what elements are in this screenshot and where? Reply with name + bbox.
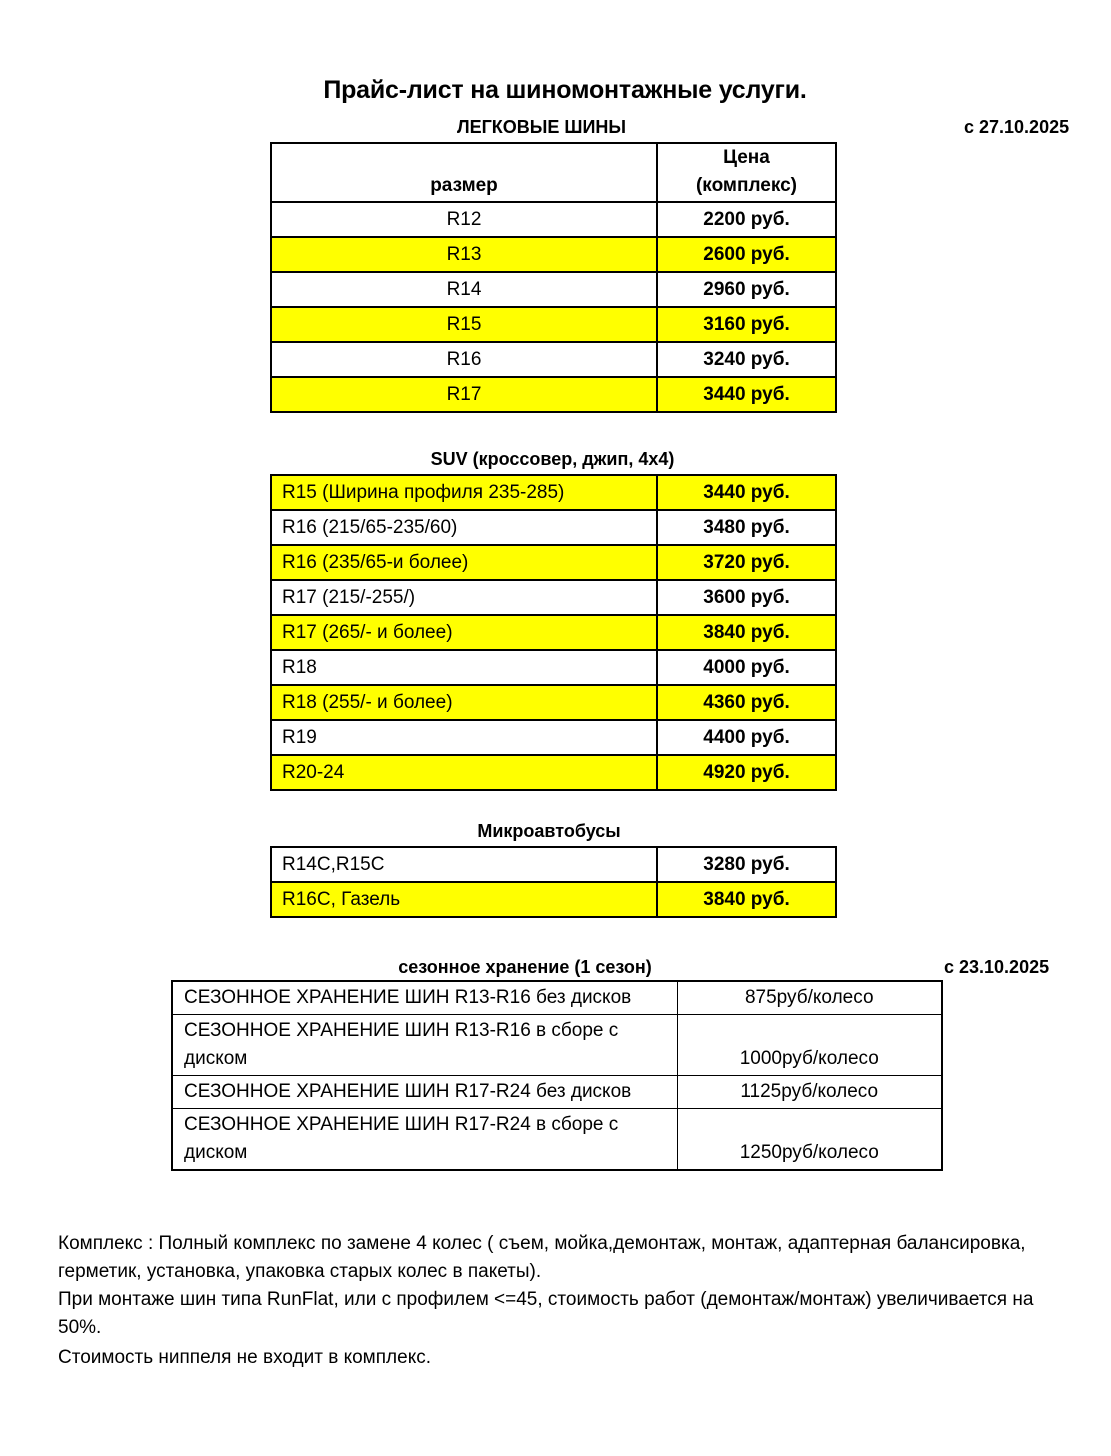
size-cell: R16C, Газель bbox=[271, 882, 657, 917]
table-row bbox=[172, 1015, 942, 1076]
suv-price-table bbox=[270, 474, 837, 791]
size-cell: R16 (215/65-235/60) bbox=[271, 510, 657, 545]
table-row bbox=[271, 342, 836, 377]
price-cell: 3480 руб. bbox=[657, 510, 836, 545]
table-row bbox=[271, 685, 836, 720]
table-row bbox=[172, 981, 942, 1015]
size-cell: R17 bbox=[271, 377, 657, 412]
table-row bbox=[271, 755, 836, 790]
size-cell: R13 bbox=[271, 237, 657, 272]
size-cell: R18 bbox=[271, 650, 657, 685]
size-cell: R18 (255/- и более) bbox=[271, 685, 657, 720]
storage-section-title: сезонное хранение (1 сезон) bbox=[398, 957, 652, 977]
note-complex: Комплекс : Полный комплекс по замене 4 колес ( съем, мойка,демонтаж, монтаж, адаптерная балансировка, герметик, установка, упаковка старых колес в пакеты). bbox=[58, 1233, 1026, 1282]
price-header-line1: Цена bbox=[723, 147, 770, 168]
note-valve: Стоимость ниппеля не входит в комплекс. bbox=[58, 1347, 431, 1368]
price-cell: 4000 руб. bbox=[657, 650, 836, 685]
size-cell: R14 bbox=[271, 272, 657, 307]
price-cell: 1125руб/колесо bbox=[677, 1076, 942, 1109]
table-row bbox=[271, 202, 836, 237]
notes bbox=[58, 1230, 1058, 1372]
size-cell: R16 (235/65-и более) bbox=[271, 545, 657, 580]
passenger-price-table bbox=[270, 142, 837, 413]
service-cell: СЕЗОННОЕ ХРАНЕНИЕ ШИН R17-R24 в сборе с диском bbox=[172, 1109, 677, 1171]
table-row bbox=[271, 237, 836, 272]
price-cell: 4400 руб. bbox=[657, 720, 836, 755]
price-cell: 4920 руб. bbox=[657, 755, 836, 790]
table-header-row bbox=[271, 143, 836, 202]
table-row bbox=[172, 1109, 942, 1171]
price-cell: 1250руб/колесо bbox=[677, 1109, 942, 1171]
price-header-line2: (комплекс) bbox=[695, 175, 797, 196]
size-cell: R17 (215/-255/) bbox=[271, 580, 657, 615]
table-row bbox=[271, 377, 836, 412]
minibus-price-table bbox=[270, 846, 837, 918]
price-cell: 3840 руб. bbox=[657, 615, 836, 650]
price-cell: 4360 руб. bbox=[657, 685, 836, 720]
size-cell: R15 (Ширина профиля 235-285) bbox=[271, 475, 657, 510]
price-column-header bbox=[657, 143, 836, 202]
service-cell: СЕЗОННОЕ ХРАНЕНИЕ ШИН R13-R16 в сборе с диском bbox=[172, 1015, 677, 1076]
size-cell: R12 bbox=[271, 202, 657, 237]
table-row bbox=[271, 545, 836, 580]
passenger-section-title: ЛЕГКОВЫЕ ШИНЫ bbox=[456, 117, 627, 137]
service-cell: СЕЗОННОЕ ХРАНЕНИЕ ШИН R13-R16 без дисков bbox=[172, 981, 677, 1015]
price-cell: 3280 руб. bbox=[657, 847, 836, 882]
service-cell: СЕЗОННОЕ ХРАНЕНИЕ ШИН R17-R24 без дисков bbox=[172, 1076, 677, 1109]
price-cell: 1000руб/колесо bbox=[677, 1015, 942, 1076]
price-cell: 3160 руб. bbox=[657, 307, 836, 342]
table-row bbox=[271, 615, 836, 650]
price-cell: 3240 руб. bbox=[657, 342, 836, 377]
size-cell: R20-24 bbox=[271, 755, 657, 790]
table-row bbox=[271, 307, 836, 342]
size-cell: R17 (265/- и более) bbox=[271, 615, 657, 650]
size-cell: R15 bbox=[271, 307, 657, 342]
table-row bbox=[271, 580, 836, 615]
storage-price-table bbox=[171, 980, 943, 1171]
price-cell: 875руб/колесо bbox=[677, 981, 942, 1015]
size-cell: R16 bbox=[271, 342, 657, 377]
price-cell: 2960 руб. bbox=[657, 272, 836, 307]
price-cell: 2200 руб. bbox=[657, 202, 836, 237]
size-cell: R14C,R15C bbox=[271, 847, 657, 882]
suv-section-title: SUV (кроссовер, джип, 4x4) bbox=[430, 449, 675, 469]
storage-effective-date: с 23.10.2025 bbox=[944, 957, 1050, 977]
table-row bbox=[172, 1076, 942, 1109]
price-cell: 3440 руб. bbox=[657, 475, 836, 510]
price-cell: 2600 руб. bbox=[657, 237, 836, 272]
minibus-section-title: Микроавтобусы bbox=[477, 821, 621, 841]
table-row bbox=[271, 720, 836, 755]
size-cell: R19 bbox=[271, 720, 657, 755]
note-runflat: При монтаже шин типа RunFlat, или с профилем <=45, стоимость работ (демонтаж/монтаж) увеличивается на 50%. bbox=[58, 1289, 1034, 1338]
price-cell: 3440 руб. bbox=[657, 377, 836, 412]
page-title: Прайс-лист на шиномонтажные услуги. bbox=[323, 76, 807, 104]
table-row bbox=[271, 272, 836, 307]
price-cell: 3720 руб. bbox=[657, 545, 836, 580]
passenger-effective-date: с 27.10.2025 bbox=[964, 117, 1070, 137]
price-cell: 3840 руб. bbox=[657, 882, 836, 917]
table-row bbox=[271, 475, 836, 510]
table-row bbox=[271, 847, 836, 882]
price-cell: 3600 руб. bbox=[657, 580, 836, 615]
table-row bbox=[271, 882, 836, 917]
table-row bbox=[271, 510, 836, 545]
size-column-header: размер bbox=[271, 143, 657, 202]
table-row bbox=[271, 650, 836, 685]
